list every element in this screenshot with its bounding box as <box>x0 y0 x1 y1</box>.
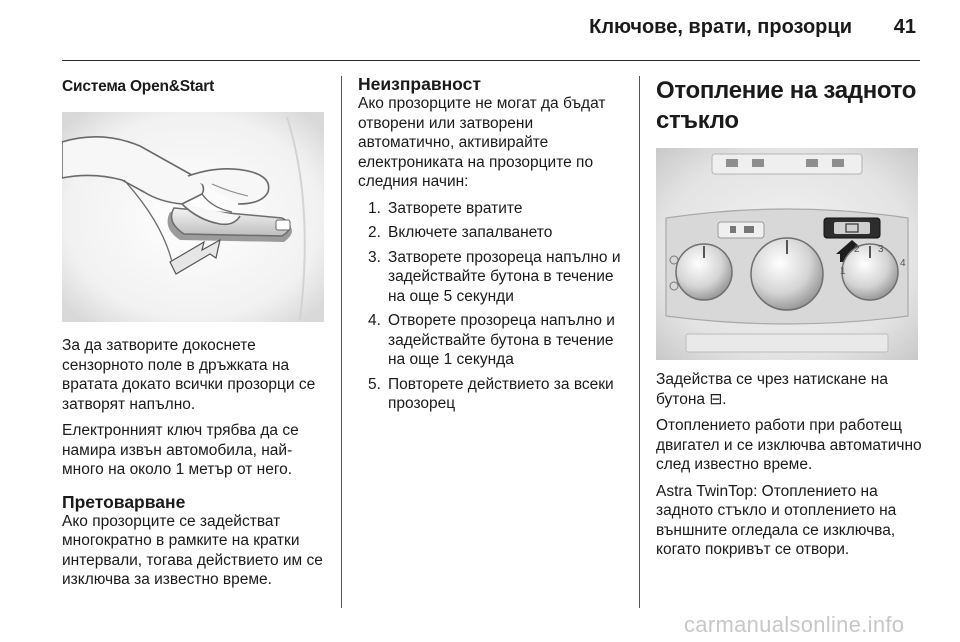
step-number: 4. <box>368 312 381 329</box>
step-text: Включете запалването <box>388 224 553 241</box>
page-header <box>0 0 960 62</box>
malfunction-title: Неизправност <box>358 74 481 94</box>
step-text: Затворете вратите <box>388 199 523 217</box>
twintop-text: Astra TwinTop: Отоплението на задното стъкло и отоплението на външните огледала се изключва, когато покривът се отвори. <box>656 482 897 558</box>
column-malfunction <box>358 70 626 419</box>
step-number: 5. <box>368 375 381 393</box>
malfunction-intro: Ако прозорците не могат да бъдат отворени или затворени автоматично, активирайте електрониката на прозорците по следния начин: <box>358 95 606 190</box>
list-item <box>358 311 626 370</box>
control-panel-drawing <box>656 148 918 360</box>
step-text: Отворете прозореца напълно и задействайте бутона в течение на още 1 секунда <box>388 312 615 368</box>
dial-label: 3 <box>878 244 884 255</box>
rear-window-heating-title: Отопление на задното стъкло <box>656 77 917 134</box>
column-rear-heater <box>656 70 924 567</box>
page-number: 41 <box>893 16 916 38</box>
column-divider-right <box>639 76 640 608</box>
list-item <box>358 248 626 307</box>
activation-text: Задейства се чрез натискане на бутона ⊟. <box>656 371 888 408</box>
watermark: carmanualsonline.info <box>684 612 905 637</box>
list-item <box>358 375 626 414</box>
dial-label: 2 <box>854 244 860 255</box>
heater-control-panel-illustration <box>656 148 918 360</box>
list-item <box>358 223 626 243</box>
key-distance-text: Електронният ключ трябва да се намира извън автомобила, най-много на около 1 метър от него. <box>62 422 299 478</box>
dial-label: 1 <box>840 266 846 277</box>
operation-text: Отоплението работи при работещ двигател и се изключва автоматично след известно време. <box>656 417 922 473</box>
list-item <box>358 199 626 219</box>
step-number: 1. <box>368 199 381 217</box>
door-handle-drawing <box>62 112 324 322</box>
step-number: 3. <box>368 248 381 266</box>
malfunction-steps <box>358 199 626 414</box>
step-text: Затворете прозореца напълно и задействайте бутона в течение на още 5 секунди <box>388 248 621 305</box>
open-start-label: Система Open&Start <box>62 78 215 95</box>
column-divider-left <box>341 76 342 608</box>
column-open-start <box>62 70 330 597</box>
door-handle-illustration <box>62 112 324 322</box>
step-number: 2. <box>368 224 381 241</box>
step-text: Повторете действието за всеки прозорец <box>388 375 614 412</box>
close-instruction-text: За да затворите докоснете сензорното поле в дръжката на вратата докато всички прозорци се затворят напълно. <box>62 337 316 413</box>
header-rule <box>62 60 920 61</box>
dial-label: 4 <box>900 258 906 269</box>
header-title: Ключове, врати, прозорци <box>589 16 852 38</box>
overload-text: Ако прозорците се задействат многократно в рамките на кратки интервали, тогава действието им се изключва за известно време. <box>62 512 323 588</box>
overload-title: Претоварване <box>62 491 186 512</box>
